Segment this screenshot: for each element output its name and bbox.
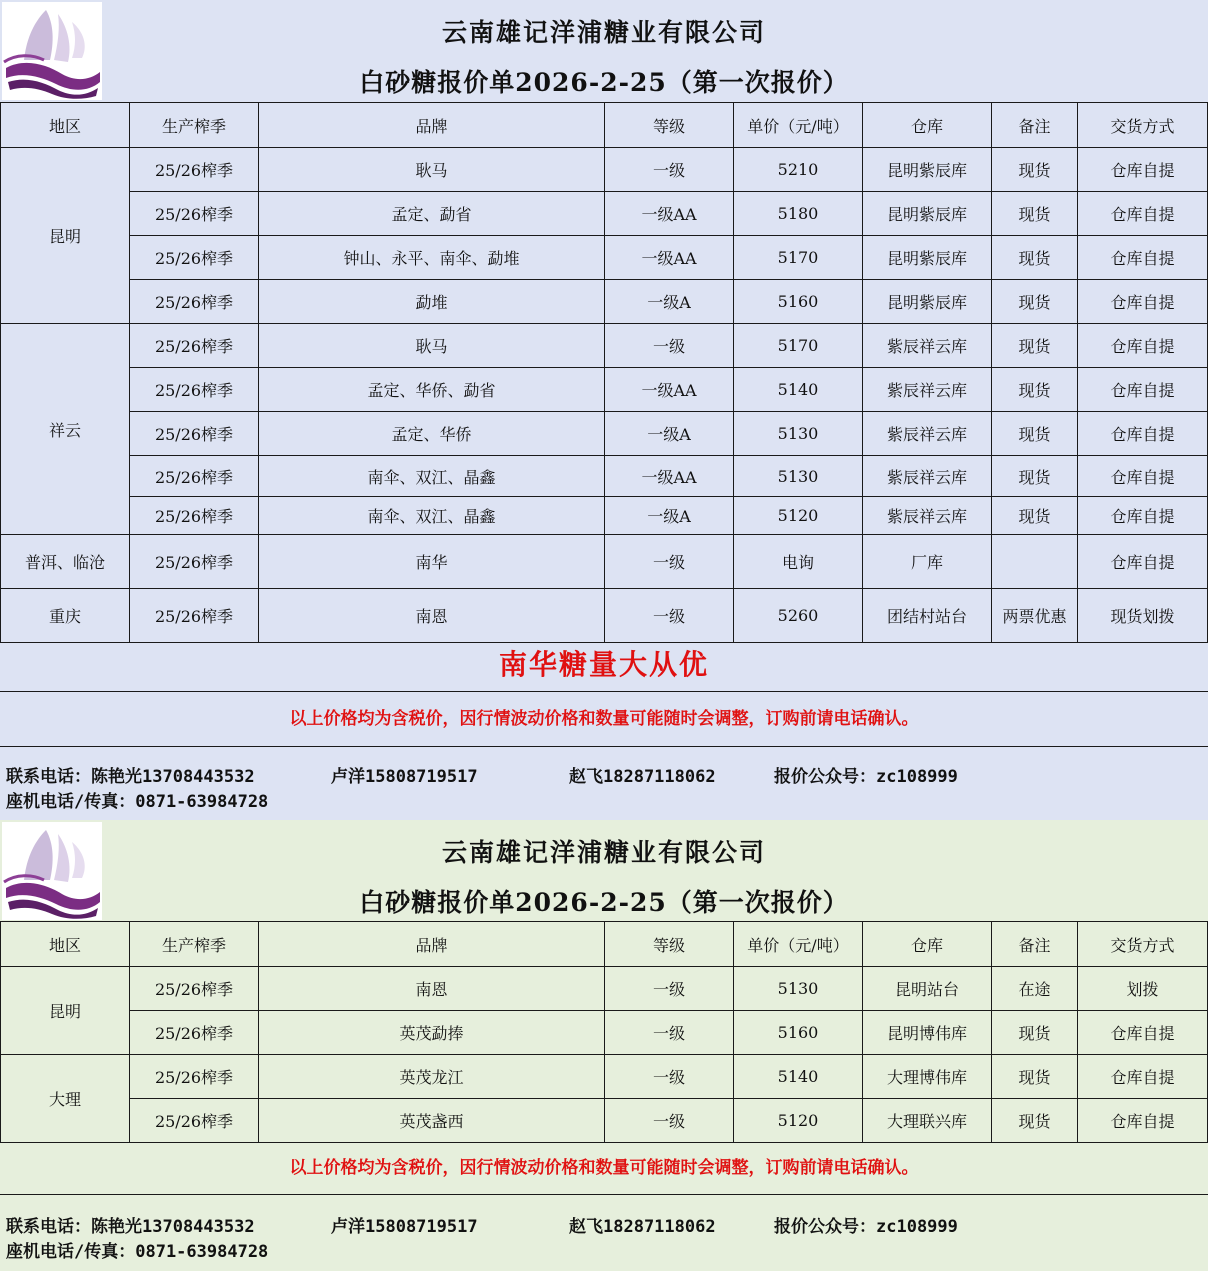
region-cell: 祥云	[1, 324, 130, 535]
contact-zhao: 赵飞18287118062	[569, 767, 716, 787]
note-cell: 现货	[992, 368, 1078, 412]
season-cell: 25/26榨季	[130, 589, 259, 643]
table-row	[1, 280, 1208, 324]
wechat-account: 报价公众号：zc108999	[774, 1217, 958, 1237]
contact-chen: 联系电话：陈艳光13708443532	[6, 1217, 255, 1237]
note-cell: 在途	[992, 967, 1078, 1011]
price-cell: 5140	[734, 368, 863, 412]
sheet-header	[0, 820, 1208, 922]
column-header: 单价（元/吨）	[734, 103, 863, 148]
warehouse-cell: 昆明紫辰库	[863, 280, 992, 324]
delivery-cell: 划拨	[1078, 967, 1208, 1011]
grade-cell: 一级A	[605, 412, 734, 456]
delivery-cell: 仓库自提	[1078, 368, 1208, 412]
column-header: 地区	[1, 922, 130, 967]
table-row	[1, 412, 1208, 456]
price-notice: 以上价格均为含税价，因行情波动价格和数量可能随时会调整，订购前请电话确认。	[0, 1141, 1208, 1195]
season-cell: 25/26榨季	[130, 192, 259, 236]
delivery-cell: 仓库自提	[1078, 456, 1208, 497]
table-row	[1, 497, 1208, 535]
contact-lu: 卢洋15808719517	[331, 1217, 478, 1237]
warehouse-cell: 紫辰祥云库	[863, 324, 992, 368]
contact-lu: 卢洋15808719517	[331, 767, 478, 787]
season-cell: 25/26榨季	[130, 324, 259, 368]
price-cell: 5140	[734, 1055, 863, 1099]
warehouse-cell: 紫辰祥云库	[863, 497, 992, 535]
warehouse-cell: 紫辰祥云库	[863, 368, 992, 412]
warehouse-cell: 团结村站台	[863, 589, 992, 643]
warehouse-cell: 紫辰祥云库	[863, 412, 992, 456]
delivery-cell: 现货划拨	[1078, 589, 1208, 643]
warehouse-cell: 大理博伟库	[863, 1055, 992, 1099]
brand-cell: 南伞、双江、晶鑫	[259, 456, 605, 497]
table-row	[1, 148, 1208, 192]
season-cell: 25/26榨季	[130, 497, 259, 535]
warehouse-cell: 昆明站台	[863, 967, 992, 1011]
column-header: 等级	[605, 922, 734, 967]
warehouse-cell: 厂库	[863, 535, 992, 589]
grade-cell: 一级	[605, 324, 734, 368]
note-cell	[992, 535, 1078, 589]
table-row	[1, 324, 1208, 368]
price-cell: 5130	[734, 967, 863, 1011]
season-cell: 25/26榨季	[130, 535, 259, 589]
contact-chen: 联系电话：陈艳光13708443532	[6, 767, 255, 787]
header-row	[1, 922, 1208, 967]
price-table	[0, 102, 1208, 643]
column-header: 交货方式	[1078, 103, 1208, 148]
note-cell: 现货	[992, 236, 1078, 280]
region-cell: 重庆	[1, 589, 130, 643]
delivery-cell: 仓库自提	[1078, 236, 1208, 280]
sheet-title: 白砂糖报价单2026-2-25（第一次报价）	[359, 888, 849, 917]
region-cell: 昆明	[1, 148, 130, 324]
column-header: 生产榨季	[130, 922, 259, 967]
warehouse-cell: 大理联兴库	[863, 1099, 992, 1143]
table-row	[1, 1055, 1208, 1099]
note-cell: 现货	[992, 148, 1078, 192]
price-cell: 5260	[734, 589, 863, 643]
grade-cell: 一级	[605, 1099, 734, 1143]
note-cell: 现货	[992, 1055, 1078, 1099]
fax-line: 座机电话/传真：0871-63984728	[6, 1242, 269, 1262]
column-header: 品牌	[259, 103, 605, 148]
delivery-cell: 仓库自提	[1078, 148, 1208, 192]
contact-zhao: 赵飞18287118062	[569, 1217, 716, 1237]
table-row	[1, 589, 1208, 643]
note-cell: 两票优惠	[992, 589, 1078, 643]
note-cell: 现货	[992, 280, 1078, 324]
table-row	[1, 456, 1208, 497]
column-header: 单价（元/吨）	[734, 922, 863, 967]
price-cell: 5180	[734, 192, 863, 236]
price-cell: 5130	[734, 412, 863, 456]
grade-cell: 一级	[605, 1011, 734, 1055]
note-cell: 现货	[992, 1011, 1078, 1055]
grade-cell: 一级AA	[605, 368, 734, 412]
delivery-cell: 仓库自提	[1078, 1055, 1208, 1099]
delivery-cell: 仓库自提	[1078, 192, 1208, 236]
price-cell: 5160	[734, 1011, 863, 1055]
season-cell: 25/26榨季	[130, 1011, 259, 1055]
season-cell: 25/26榨季	[130, 280, 259, 324]
price-cell: 5170	[734, 324, 863, 368]
column-header: 备注	[992, 922, 1078, 967]
grade-cell: 一级AA	[605, 456, 734, 497]
contact-line	[6, 762, 1206, 787]
wechat-account: 报价公众号：zc108999	[774, 767, 958, 787]
brand-cell: 耿马	[259, 148, 605, 192]
brand-cell: 南恩	[259, 967, 605, 1011]
note-cell: 现货	[992, 412, 1078, 456]
table-row	[1, 967, 1208, 1011]
season-cell: 25/26榨季	[130, 412, 259, 456]
price-table	[0, 921, 1208, 1143]
delivery-cell: 仓库自提	[1078, 1099, 1208, 1143]
table-row	[1, 236, 1208, 280]
grade-cell: 一级	[605, 967, 734, 1011]
price-cell: 5130	[734, 456, 863, 497]
delivery-cell: 仓库自提	[1078, 280, 1208, 324]
grade-cell: 一级A	[605, 497, 734, 535]
warehouse-cell: 紫辰祥云库	[863, 456, 992, 497]
warehouse-cell: 昆明紫辰库	[863, 148, 992, 192]
table-row	[1, 1099, 1208, 1143]
season-cell: 25/26榨季	[130, 236, 259, 280]
region-cell: 大理	[1, 1055, 130, 1143]
grade-cell: 一级AA	[605, 236, 734, 280]
grade-cell: 一级	[605, 148, 734, 192]
header-row	[1, 103, 1208, 148]
season-cell: 25/26榨季	[130, 456, 259, 497]
price-cell: 电询	[734, 535, 863, 589]
column-header: 生产榨季	[130, 103, 259, 148]
column-header: 等级	[605, 103, 734, 148]
brand-cell: 英茂龙江	[259, 1055, 605, 1099]
delivery-cell: 仓库自提	[1078, 535, 1208, 589]
brand-cell: 孟定、勐省	[259, 192, 605, 236]
brand-cell: 南华	[259, 535, 605, 589]
price-cell: 5210	[734, 148, 863, 192]
table-row	[1, 535, 1208, 589]
delivery-cell: 仓库自提	[1078, 412, 1208, 456]
grade-cell: 一级	[605, 535, 734, 589]
note-cell: 现货	[992, 456, 1078, 497]
brand-cell: 英茂盏西	[259, 1099, 605, 1143]
season-cell: 25/26榨季	[130, 368, 259, 412]
fax-line: 座机电话/传真：0871-63984728	[6, 792, 269, 812]
grade-cell: 一级	[605, 589, 734, 643]
company-name: 云南雄记洋浦糖业有限公司	[441, 18, 766, 47]
column-header: 仓库	[863, 103, 992, 148]
company-name: 云南雄记洋浦糖业有限公司	[441, 838, 766, 867]
season-cell: 25/26榨季	[130, 148, 259, 192]
season-cell: 25/26榨季	[130, 1055, 259, 1099]
delivery-cell: 仓库自提	[1078, 497, 1208, 535]
grade-cell: 一级A	[605, 280, 734, 324]
brand-cell: 孟定、华侨	[259, 412, 605, 456]
promo-slogan: 南华糖量大从优	[0, 638, 1208, 692]
delivery-cell: 仓库自提	[1078, 324, 1208, 368]
season-cell: 25/26榨季	[130, 967, 259, 1011]
column-header: 地区	[1, 103, 130, 148]
season-cell: 25/26榨季	[130, 1099, 259, 1143]
price-cell: 5170	[734, 236, 863, 280]
note-cell: 现货	[992, 497, 1078, 535]
price-cell: 5120	[734, 1099, 863, 1143]
table-row	[1, 192, 1208, 236]
sheet-title: 白砂糖报价单2026-2-25（第一次报价）	[359, 68, 849, 97]
grade-cell: 一级AA	[605, 192, 734, 236]
brand-cell: 耿马	[259, 324, 605, 368]
note-cell: 现货	[992, 192, 1078, 236]
brand-cell: 钟山、永平、南伞、勐堆	[259, 236, 605, 280]
warehouse-cell: 昆明紫辰库	[863, 192, 992, 236]
note-cell: 现货	[992, 324, 1078, 368]
region-cell: 普洱、临沧	[1, 535, 130, 589]
column-header: 品牌	[259, 922, 605, 967]
note-cell: 现货	[992, 1099, 1078, 1143]
brand-cell: 勐堆	[259, 280, 605, 324]
delivery-cell: 仓库自提	[1078, 1011, 1208, 1055]
warehouse-cell: 昆明紫辰库	[863, 236, 992, 280]
contact-line	[6, 1212, 1206, 1237]
table-row	[1, 1011, 1208, 1055]
table-row	[1, 368, 1208, 412]
grade-cell: 一级	[605, 1055, 734, 1099]
brand-cell: 南伞、双江、晶鑫	[259, 497, 605, 535]
price-cell: 5120	[734, 497, 863, 535]
price-notice: 以上价格均为含税价，因行情波动价格和数量可能随时会调整，订购前请电话确认。	[0, 692, 1208, 747]
warehouse-cell: 昆明博伟库	[863, 1011, 992, 1055]
brand-cell: 孟定、华侨、勐省	[259, 368, 605, 412]
brand-cell: 南恩	[259, 589, 605, 643]
brand-cell: 英茂勐捧	[259, 1011, 605, 1055]
column-header: 备注	[992, 103, 1078, 148]
region-cell: 昆明	[1, 967, 130, 1055]
sheet-header	[0, 0, 1208, 102]
price-cell: 5160	[734, 280, 863, 324]
column-header: 交货方式	[1078, 922, 1208, 967]
price-sheet-2	[0, 820, 1208, 1271]
column-header: 仓库	[863, 922, 992, 967]
